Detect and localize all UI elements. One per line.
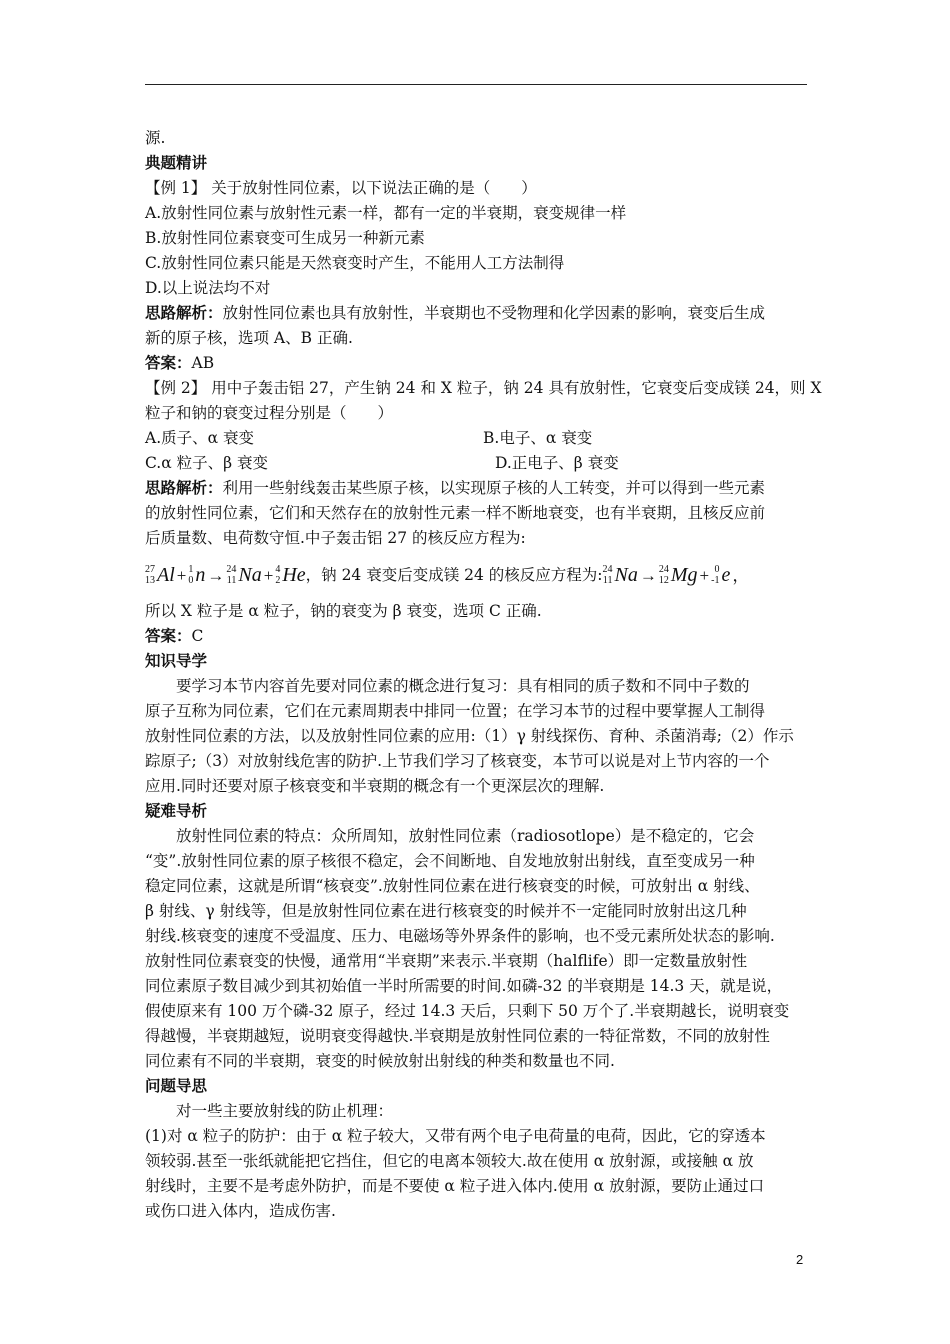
- guide-line: 原子互称为同位素，它们在元素周期表中排同一位置；在学习本节的过程中要掌握人工制得: [145, 702, 766, 720]
- example-2-analysis-cont-1: 的放射性同位素，它们和天然存在的放射性元素一样不断地衰变，也有半衰期，且核反应前: [145, 504, 766, 522]
- example-2-question: 【例 2】 用中子轰击铝 27，产生钠 24 和 X 粒子，钠 24 具有放射性，它衰变后变成镁 24，则 X: [145, 379, 822, 397]
- analysis-text: 利用一些射线轰击某些原子核，以实现原子核的人工转变，并可以得到一些元素: [222, 479, 766, 497]
- mass-number: 24: [226, 564, 237, 575]
- mass-number: 27: [145, 564, 155, 575]
- symbol-e: e: [721, 563, 731, 586]
- answer-value: C: [191, 627, 204, 645]
- example-1-question: 【例 1】 关于放射性同位素，以下说法正确的是（ ）: [145, 179, 537, 197]
- section-heading-guide: 知识导学: [145, 652, 208, 670]
- section-heading-thinking: 问题导思: [145, 1077, 208, 1095]
- example-2-options-row-2: [145, 451, 813, 476]
- symbol-n: n: [195, 563, 206, 586]
- isotope-mg: [659, 564, 669, 586]
- equation-sodium-decay: [603, 563, 752, 588]
- symbol-mg: Mg: [670, 563, 698, 586]
- page-content: [145, 126, 822, 1224]
- atomic-number: 11: [226, 575, 237, 586]
- example-1-answer: [145, 351, 813, 376]
- example-1-analysis: [145, 301, 813, 326]
- example-2-option-a: A.质子、α 衰变: [145, 429, 255, 447]
- guide-line: 要学习本节内容首先要对同位素的概念进行复习：具有相同的质子数和不同中子数的: [176, 677, 750, 695]
- section-heading-examples: 典题精讲: [145, 154, 208, 172]
- mass-number: 24: [658, 564, 669, 575]
- equation-connector-text: ，钠 24 衰变后变成镁 24 的核反应方程为:: [305, 565, 603, 584]
- thinking-line: 领较弱.甚至一张纸就能把它挡住，但它的电离本领较大.故在使用 α 放射源，或接触 α 放: [145, 1152, 754, 1170]
- thinking-line: 对一些主要放射线的防止机理：: [176, 1102, 394, 1120]
- header-rule: [145, 84, 807, 85]
- plus-sign: +: [176, 565, 187, 585]
- answer-label: 答案：: [145, 354, 192, 372]
- example-1-option-b: B.放射性同位素衰变可生成另一种新元素: [145, 229, 425, 247]
- atomic-number: 13: [145, 575, 155, 586]
- difficulty-line: β 射线、γ 射线等，但是放射性同位素在进行核衰变的时候并不一定能同时放射出这几种: [145, 902, 747, 920]
- symbol-na: Na: [238, 563, 262, 586]
- answer-value: AB: [191, 354, 215, 372]
- section-heading-difficulty: 疑难导析: [145, 802, 208, 820]
- example-2-analysis-cont-2: 后质量数、电荷数守恒.中子轰击铝 27 的核反应方程为:: [145, 529, 526, 547]
- equation-end-comma: ，: [732, 565, 750, 585]
- example-2-options-row-1: [145, 426, 813, 451]
- symbol-he: He: [282, 563, 306, 586]
- mass-number: 0: [714, 564, 720, 575]
- isotope-n: [188, 564, 193, 586]
- example-1-option-d: D.以上说法均不对: [145, 279, 271, 297]
- plus-sign: +: [263, 565, 274, 585]
- mass-number: 1: [188, 564, 194, 575]
- mass-number: 24: [602, 564, 613, 575]
- analysis-label: 思路解析：: [145, 304, 223, 322]
- isotope-na: [226, 564, 236, 586]
- example-1-option-c: C.放射性同位素只能是天然衰变时产生，不能用人工方法制得: [145, 254, 565, 272]
- nuclear-equations: [145, 551, 813, 599]
- difficulty-paragraph: [145, 824, 813, 1074]
- example-2-option-c: C.α 粒子、β 衰变: [145, 454, 269, 472]
- isotope-he: [275, 564, 280, 586]
- example-2-conclusion: 所以 X 粒子是 α 粒子，钠的衰变为 β 衰变，选项 C 正确.: [145, 602, 542, 620]
- answer-label: 答案：: [145, 627, 192, 645]
- difficulty-line: 射线.核衰变的速度不受温度、压力、电磁场等外界条件的影响，也不受元素所处状态的影响.: [145, 927, 775, 945]
- example-2-option-d: D.正电子、β 衰变: [495, 454, 619, 472]
- difficulty-line: 放射性同位素衰变的快慢，通常用“半衰期”来表示.半衰期（halflife）即一定数量放射性: [145, 952, 748, 970]
- difficulty-line: 同位素原子数目减少到其初始值一半时所需要的时间.如磷-32 的半衰期是 14.3 天，就是说，: [145, 977, 783, 995]
- page-number: 2: [796, 1252, 804, 1267]
- arrow-sign: →: [639, 565, 657, 585]
- mass-number: 4: [275, 564, 281, 575]
- atomic-number: 11: [602, 575, 613, 586]
- isotope-e: [711, 564, 719, 586]
- arrow-sign: →: [207, 565, 225, 585]
- difficulty-line: 假使原来有 100 万个磷-32 原子，经过 14.3 天后，只剩下 50 万个了.半衰期越长，说明衰变: [145, 1002, 790, 1020]
- thinking-line: 射线时，主要不是考虑外防护，而是不要使 α 粒子进入体内.使用 α 放射源，要防止通过口: [145, 1177, 765, 1195]
- guide-line: 应用.同时还要对原子核衰变和半衰期的概念有一个更深层次的理解.: [145, 777, 605, 795]
- plus-sign: +: [699, 565, 710, 585]
- example-2-question-cont: 粒子和钠的衰变过程分别是（ ）: [145, 404, 394, 422]
- guide-line: 放射性同位素的方法，以及放射性同位素的应用:（1）γ 射线探伤、育种、杀菌消毒;（2）作示: [145, 727, 794, 745]
- isotope-al: [145, 564, 155, 586]
- symbol-na: Na: [614, 563, 638, 586]
- atomic-number: -1: [711, 575, 720, 586]
- atomic-number: 2: [275, 575, 281, 586]
- example-2-answer: [145, 624, 813, 649]
- thinking-line: 或伤口进入体内，造成伤害.: [145, 1202, 336, 1220]
- example-2-analysis: [145, 476, 813, 501]
- analysis-label: 思路解析：: [145, 479, 223, 497]
- example-2-option-b: B.电子、α 衰变: [483, 429, 593, 447]
- guide-paragraph: [145, 674, 813, 799]
- analysis-text: 放射性同位素也具有放射性，半衰期也不受物理和化学因素的影响，衰变后生成: [222, 304, 766, 322]
- difficulty-line: 稳定同位素，这就是所谓“核衰变”.放射性同位素在进行核衰变的时候，可放射出 α 射线、: [145, 877, 760, 895]
- isotope-na: [603, 564, 613, 586]
- difficulty-line: 得越慢，半衰期越短，说明衰变得越快.半衰期是放射性同位素的一特征常数，不同的放射性: [145, 1027, 770, 1045]
- equation-aluminum-bombardment: [145, 563, 306, 588]
- thinking-paragraph: [145, 1099, 813, 1224]
- paragraph-continuation: 源.: [145, 129, 166, 147]
- example-1-option-a: A.放射性同位素与放射性元素一样，都有一定的半衰期，衰变规律一样: [145, 204, 627, 222]
- difficulty-line: 放射性同位素的特点：众所周知，放射性同位素（radiosotlope）是不稳定的，它会: [176, 827, 755, 845]
- difficulty-line: “变”.放射性同位素的原子核很不稳定，会不间断地、自发地放射出射线，直至变成另一种: [145, 852, 755, 870]
- symbol-al: Al: [157, 563, 175, 586]
- difficulty-line: 同位素有不同的半衰期，衰变的时候放射出射线的种类和数量也不同.: [145, 1052, 615, 1070]
- atomic-number: 12: [658, 575, 669, 586]
- thinking-line: (1)对 α 粒子的防护：由于 α 粒子较大，又带有两个电子电荷量的电荷，因此，它的穿透本: [145, 1127, 766, 1145]
- example-1-analysis-cont: 新的原子核，选项 A、B 正确.: [145, 329, 353, 347]
- atomic-number: 0: [188, 575, 194, 586]
- guide-line: 踪原子;（3）对放射线危害的防护.上节我们学习了核衰变，本节可以说是对上节内容的一个: [145, 752, 770, 770]
